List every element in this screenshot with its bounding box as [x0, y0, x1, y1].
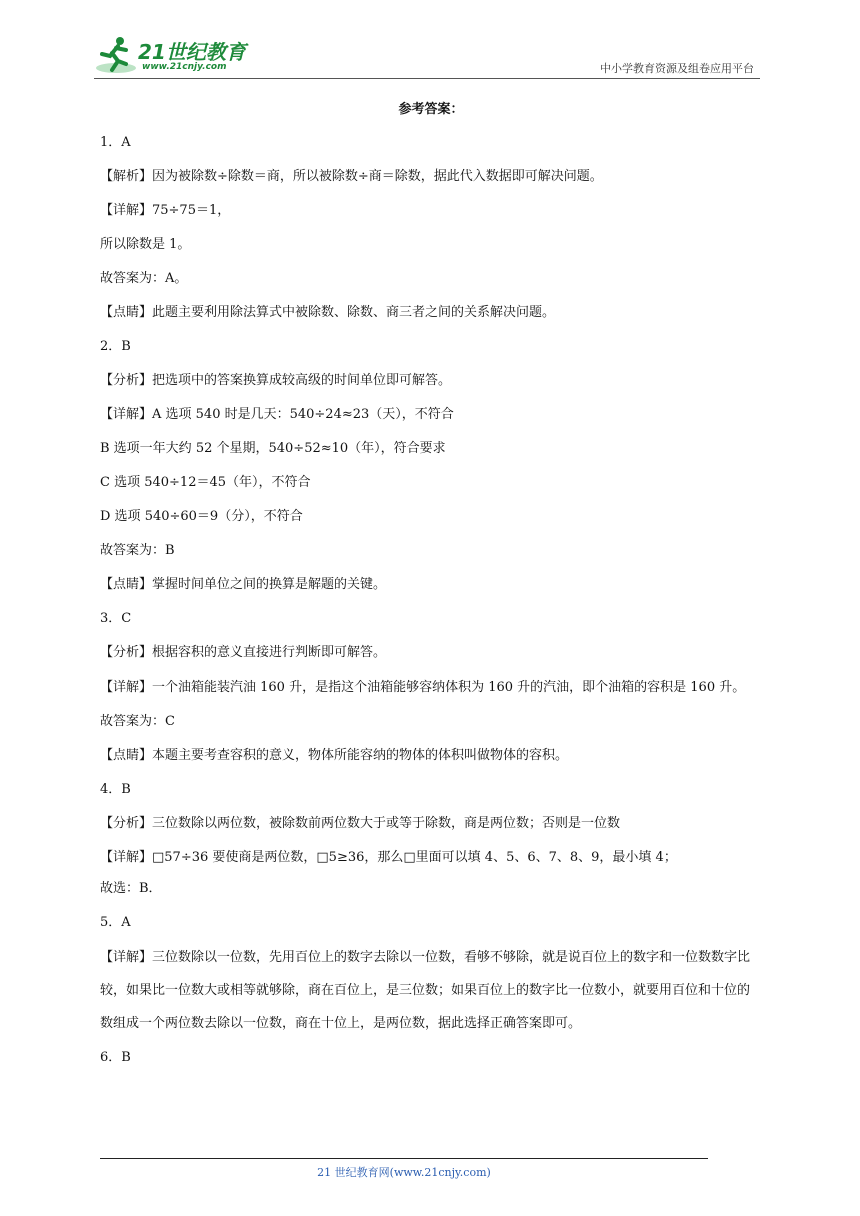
- answer-line: 所以除数是 1。: [100, 237, 191, 252]
- answer-line: 6．B: [100, 1050, 131, 1065]
- logo-text: 21世纪教育: [138, 40, 246, 64]
- answer-line: 【详解】三位数除以一位数，先用百位上的数字去除以一位数，看够不够除，就是说百位上的数字和一位数数字比较，如果比一位数大或相等就够除，商在百位上，是三位数；如果百位上的数字比一位数小，就要用百位和十位的数组成一个两位数去除以一位数，商在十位上，是两位数，据此选择正确答案即可。: [100, 950, 751, 1031]
- answer-line: 【分析】根据容积的意义直接进行判断即可解答。: [100, 645, 387, 660]
- footer-text: 21 世纪教育网(www.21cnjy.com): [317, 1166, 491, 1179]
- answer-list: [100, 133, 762, 1068]
- answer-line: 【详解】一个油箱能装汽油 160 升，是指这个油箱能够容纳体积为 160 升的汽油，即个油箱的容积是 160 升。: [100, 680, 746, 695]
- answer-line: 【点睛】本题主要考查容积的意义，物体所能容纳的物体的体积叫做物体的容积。: [100, 748, 569, 763]
- answer-line: 【分析】把选项中的答案换算成较高级的时间单位即可解答。: [100, 373, 452, 388]
- answer-line: 【点睛】此题主要利用除法算式中被除数、除数、商三者之间的关系解决问题。: [100, 305, 556, 320]
- answer-line: B 选项一年大约 52 个星期，540÷52≈10（年），符合要求: [100, 441, 446, 456]
- answer-line: 【详解】75÷75＝1，: [100, 203, 231, 218]
- answer-line: 4．B: [100, 782, 131, 797]
- answer-line: 故答案为：A。: [100, 271, 188, 286]
- logo-url: www.21cnjy.com: [142, 62, 227, 72]
- header-platform-name: 中小学教育资源及组卷应用平台: [600, 62, 754, 75]
- header-divider: [94, 78, 760, 79]
- answer-line: C 选项 540÷12＝45（年），不符合: [100, 475, 311, 490]
- answer-line: 5．A: [100, 915, 131, 930]
- answer-line: 故答案为：C: [100, 714, 175, 729]
- logo: [94, 34, 264, 76]
- answer-line: 【点睛】掌握时间单位之间的换算是解题的关键。: [100, 577, 387, 592]
- runner-logo-icon: [94, 34, 138, 76]
- answer-content: [100, 100, 762, 1082]
- answer-line: 2．B: [100, 339, 131, 354]
- answer-line: 【详解】A 选项 540 时是几天：540÷24≈23（天），不符合: [100, 407, 454, 422]
- answer-line: 3．C: [100, 611, 132, 626]
- page-header: [94, 30, 760, 80]
- footer-divider: [100, 1158, 708, 1159]
- answer-line: 故选：B．: [100, 881, 162, 896]
- answer-line: 1．A: [100, 135, 131, 150]
- answer-line: 【详解】□57÷36 要使商是两位数，□5≥36，那么□里面可以填 4、5、6、7、8、9，最小填 4；: [100, 850, 677, 865]
- answer-line: D 选项 540÷60＝9（分），不符合: [100, 509, 303, 524]
- answer-line: 【解析】因为被除数÷除数＝商，所以被除数÷商＝除数，据此代入数据即可解决问题。: [100, 169, 603, 184]
- page-title: 参考答案：: [398, 102, 464, 117]
- answer-line: 故答案为：B: [100, 543, 175, 558]
- answer-line: 【分析】三位数除以两位数，被除数前两位数大于或等于除数，商是两位数；否则是一位数: [100, 816, 621, 831]
